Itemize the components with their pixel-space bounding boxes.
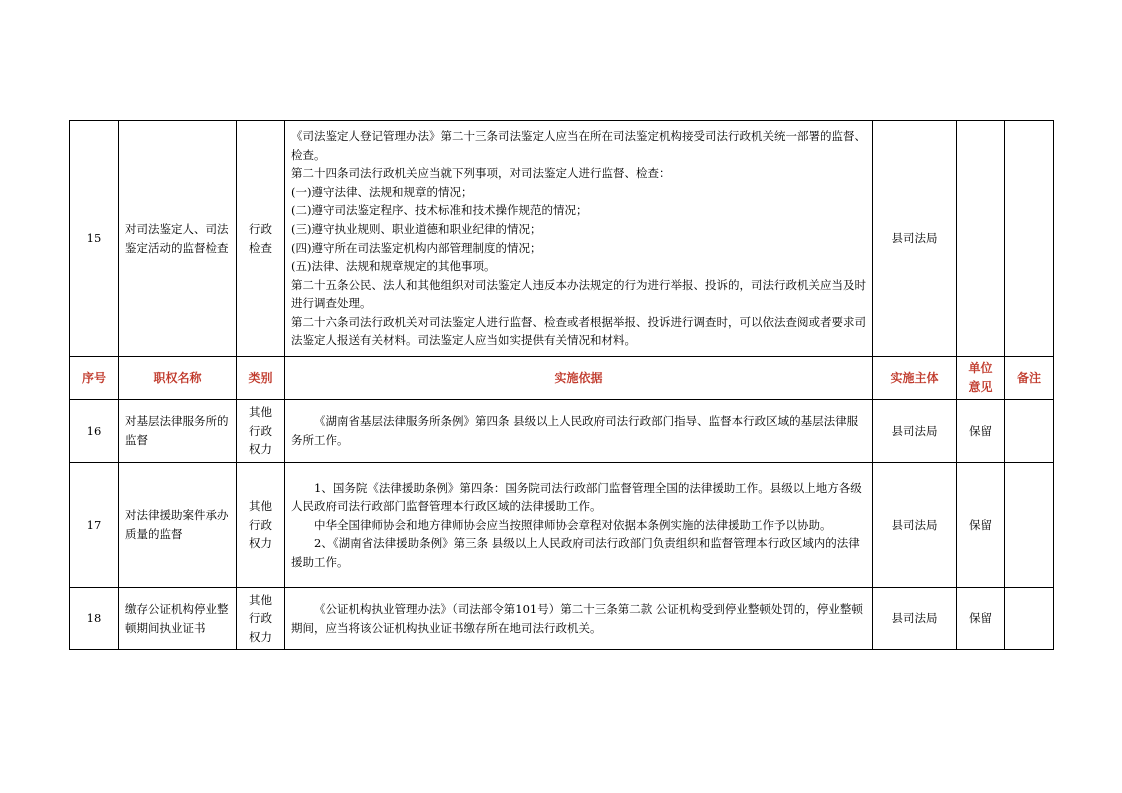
basis-paragraph: 《公证机构执业管理办法》（司法部令第101号）第二十三条第二款 公证机构受到停业整顿处罚的，停业整顿期间，应当将该公证机构执业证书缴存所在地司法行政机关。 xyxy=(291,601,863,635)
basis-paragraph: 《湖南省基层法律服务所条例》第四条 县级以上人民政府司法行政部门指导、监督本行政区域的基层法律服务所工作。 xyxy=(291,414,859,447)
type-line: 其他 xyxy=(249,405,272,420)
basis-paragraph: (二)遵守司法鉴定程序、技术标准和技术操作规范的情况； xyxy=(291,203,588,218)
basis-paragraph: (四)遵守所在司法鉴定机构内部管理制度的情况； xyxy=(291,240,542,255)
type-line: 检查 xyxy=(249,240,272,255)
header-type: 类别 xyxy=(237,357,285,400)
table-header-row xyxy=(70,357,1054,400)
type-line: 其他 xyxy=(249,499,272,514)
type-line: 权力 xyxy=(249,442,272,457)
basis-paragraph: 第二十六条司法行政机关对司法鉴定人进行监督、检查或者根据举报、投诉进行调查时，可以依法查阅或者要求司法鉴定人报送有关材料。司法鉴定人应当如实提供有关情况和材料。 xyxy=(291,314,866,348)
table-row xyxy=(70,400,1054,463)
implementing-body: 县司法局 xyxy=(873,588,957,650)
row-number: 17 xyxy=(70,463,119,588)
basis-paragraph: (一)遵守法律、法规和规章的情况； xyxy=(291,184,473,199)
remark xyxy=(1005,588,1054,650)
type-line: 行政 xyxy=(249,221,272,236)
unit-opinion: 保留 xyxy=(957,463,1005,588)
header-opinion-line: 意见 xyxy=(968,380,993,394)
table-row xyxy=(70,463,1054,588)
table-row xyxy=(70,588,1054,650)
basis-paragraph: (五)法律、法规和规章规定的其他事项。 xyxy=(291,259,496,274)
row-number: 16 xyxy=(70,400,119,463)
implementing-body: 县司法局 xyxy=(873,463,957,588)
type-line: 权力 xyxy=(249,629,272,644)
header-subject: 实施主体 xyxy=(873,357,957,400)
type-line: 行政 xyxy=(249,517,272,532)
header-opinion-line: 单位 xyxy=(968,361,993,375)
row-number: 18 xyxy=(70,588,119,650)
implementing-body: 县司法局 xyxy=(873,400,957,463)
header-remark: 备注 xyxy=(1005,357,1054,400)
power-name: 对基层法律服务所的监督 xyxy=(119,400,237,463)
header-no: 序号 xyxy=(70,357,119,400)
type-line: 行政 xyxy=(249,611,272,626)
implementing-body: 县司法局 xyxy=(873,121,957,357)
power-name: 缴存公证机构停业整顿期间执业证书 xyxy=(119,588,237,650)
basis-paragraph: 《司法鉴定人登记管理办法》第二十三条司法鉴定人应当在所在司法鉴定机构接受司法行政机关统一部署的监督、检查。 xyxy=(291,128,866,162)
basis-paragraph: (三)遵守执业规则、职业道德和职业纪律的情况； xyxy=(291,221,542,236)
remark xyxy=(1005,463,1054,588)
power-type xyxy=(237,588,285,650)
type-line: 权力 xyxy=(249,536,272,551)
table-row xyxy=(70,121,1054,357)
basis-paragraph: 第二十四条司法行政机关应当就下列事项，对司法鉴定人进行监督、检查： xyxy=(291,166,671,181)
power-type xyxy=(237,463,285,588)
type-line: 其他 xyxy=(249,592,272,607)
header-name: 职权名称 xyxy=(119,357,237,400)
legal-basis xyxy=(285,588,873,650)
unit-opinion: 保留 xyxy=(957,588,1005,650)
power-name: 对司法鉴定人、司法鉴定活动的监督检查 xyxy=(119,121,237,357)
unit-opinion: 保留 xyxy=(957,400,1005,463)
unit-opinion xyxy=(957,121,1005,357)
basis-paragraph: 2、《湖南省法律援助条例》第三条 县级以上人民政府司法行政部门负责组织和监督管理本行政区域内的法律援助工作。 xyxy=(291,536,860,569)
basis-paragraph: 1、国务院《法律援助条例》第四条：国务院司法行政部门监督管理全国的法律援助工作。县级以上地方各级人民政府司法行政部门监督管理本行政区域的法律援助工作。 xyxy=(291,480,862,514)
legal-basis xyxy=(285,463,873,588)
legal-basis xyxy=(285,400,873,463)
legal-basis xyxy=(285,121,873,357)
basis-paragraph: 中华全国律师协会和地方律师协会应当按照律师协会章程对依据本条例实施的法律援助工作予以协助。 xyxy=(314,517,832,532)
remark xyxy=(1005,400,1054,463)
header-opinion xyxy=(957,357,1005,400)
power-type xyxy=(237,121,285,357)
power-list-table xyxy=(69,120,1054,650)
type-line: 行政 xyxy=(249,423,272,438)
power-name: 对法律援助案件承办质量的监督 xyxy=(119,463,237,588)
power-type xyxy=(237,400,285,463)
header-basis: 实施依据 xyxy=(285,357,873,400)
remark xyxy=(1005,121,1054,357)
basis-paragraph: 第二十五条公民、法人和其他组织对司法鉴定人违反本办法规定的行为进行举报、投诉的，司法行政机关应当及时进行调查处理。 xyxy=(291,277,866,311)
row-number: 15 xyxy=(70,121,119,357)
